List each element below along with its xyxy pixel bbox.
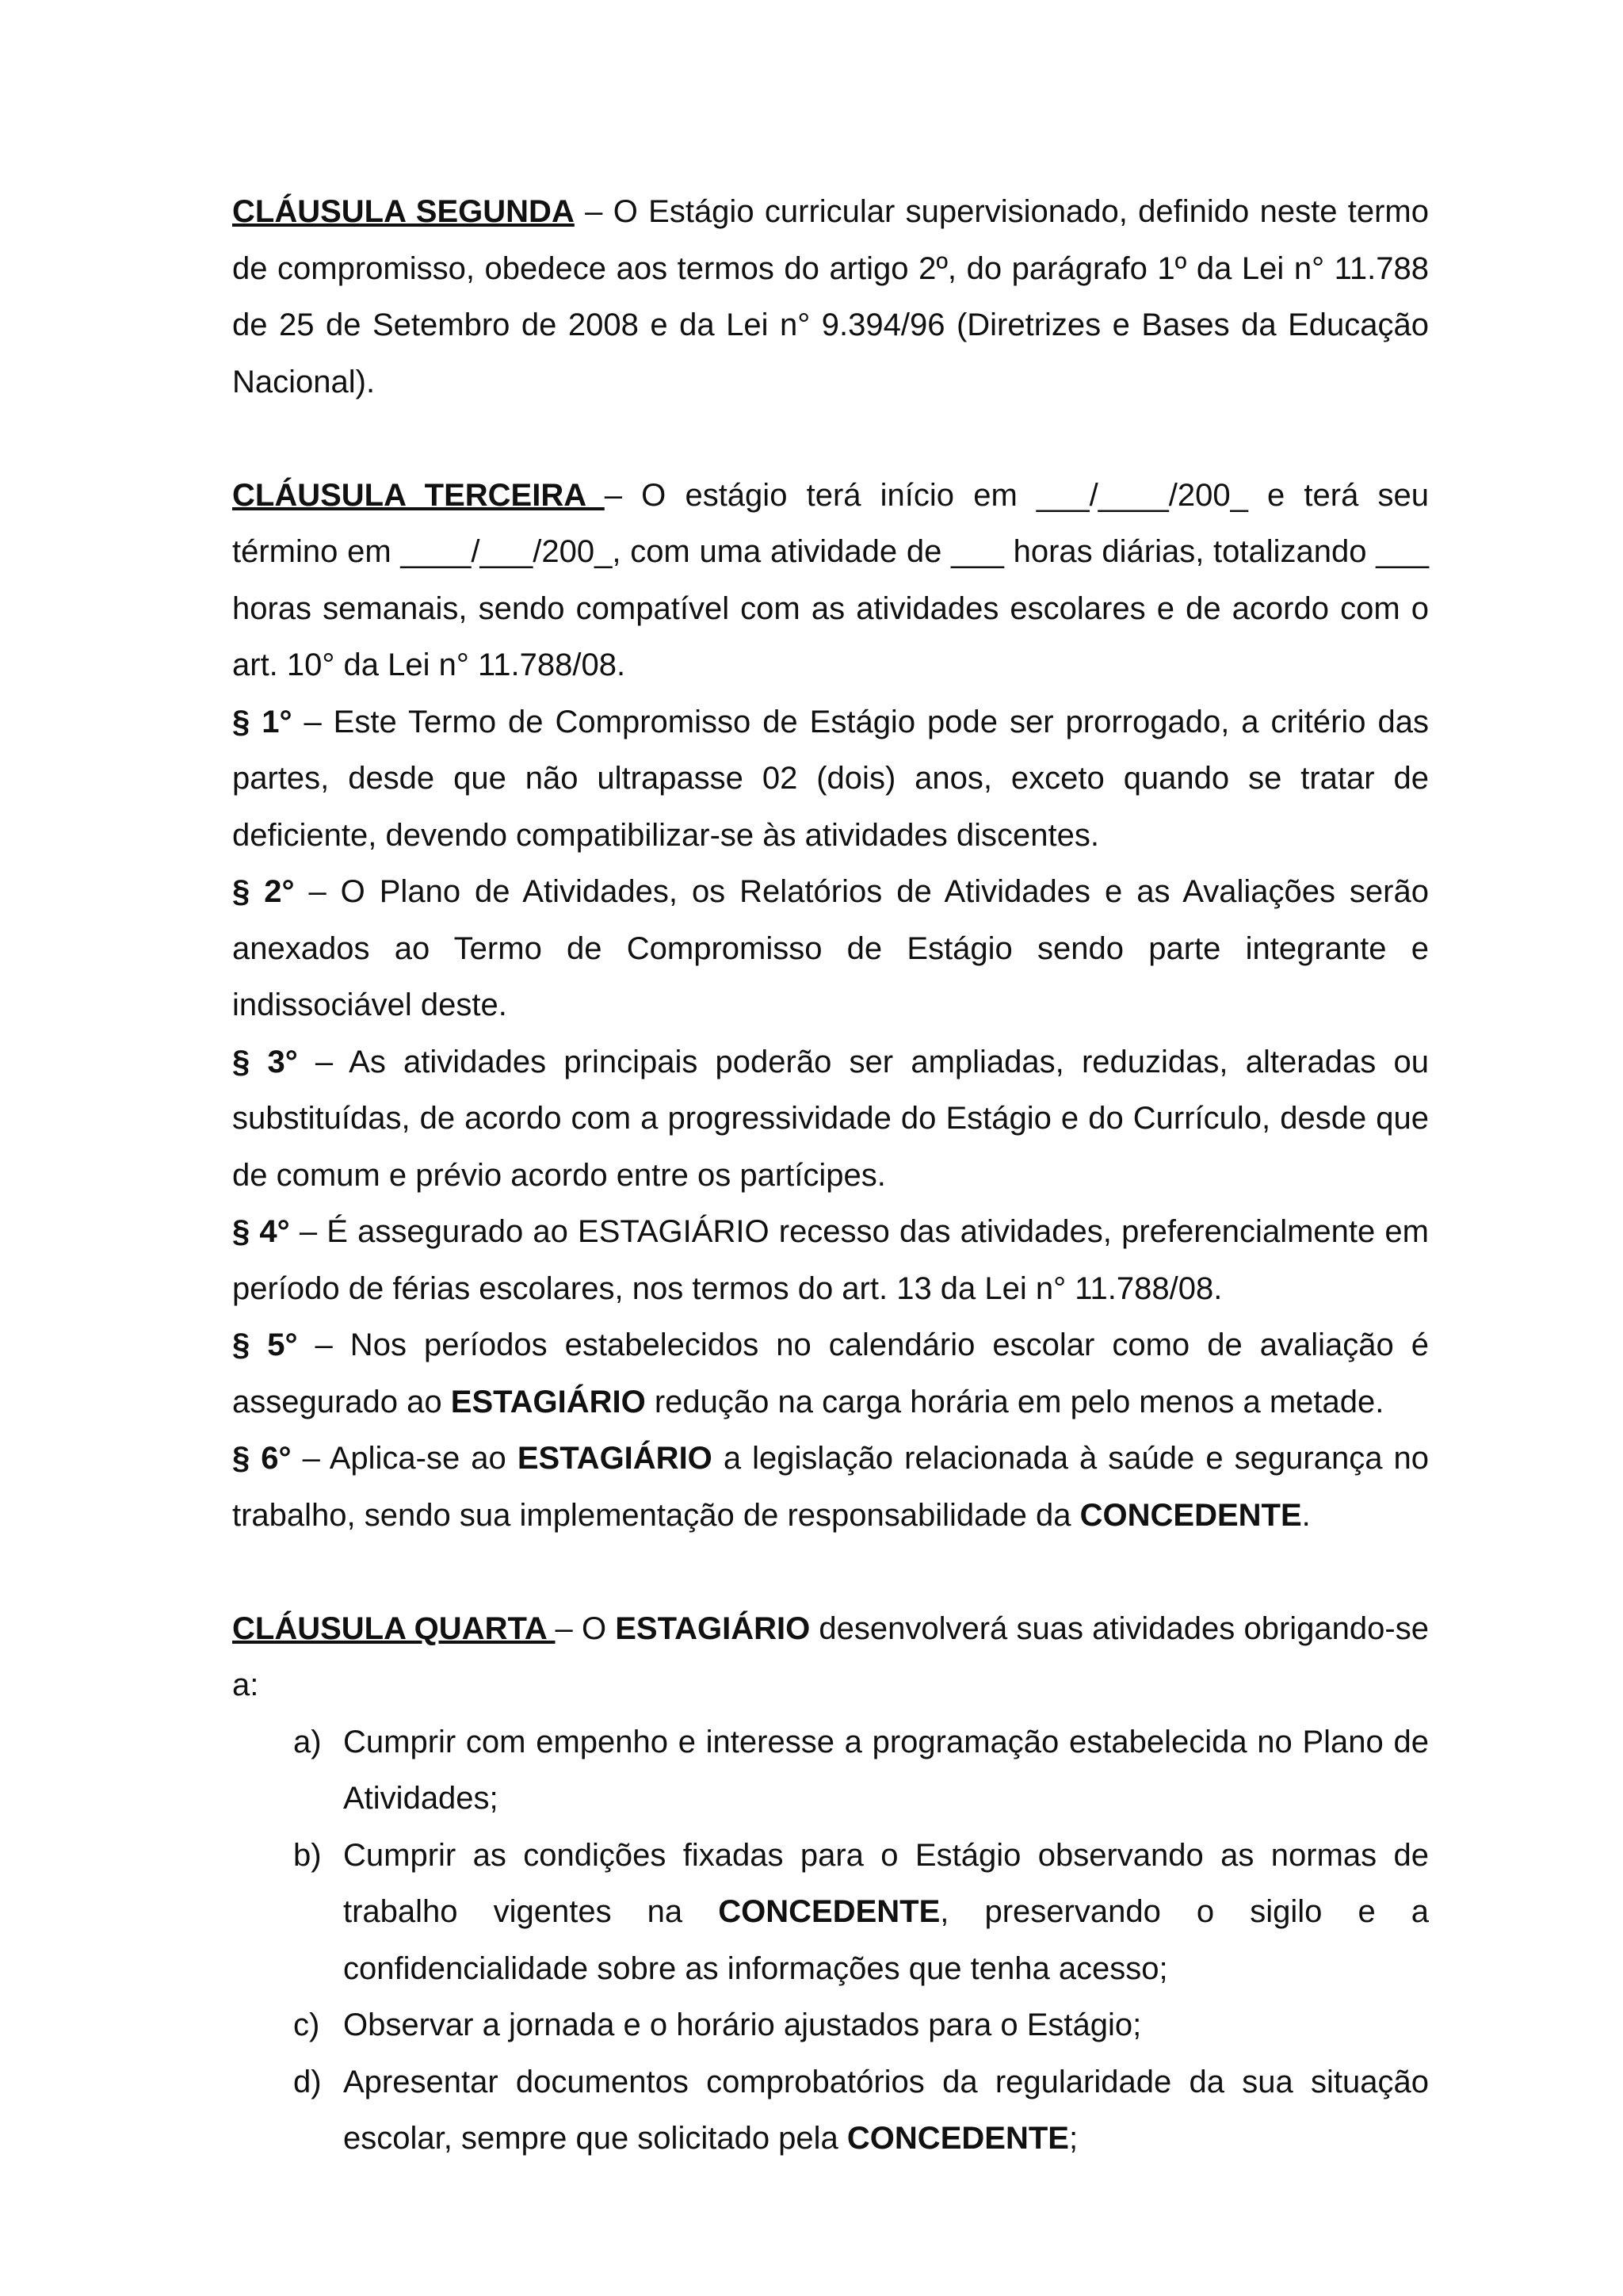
list-item-b xyxy=(232,1828,1429,1998)
clausula-terceira xyxy=(232,468,1429,694)
paragraph-6 xyxy=(232,1431,1429,1544)
list-item-text-part: ; xyxy=(1068,2121,1079,2156)
list-item-c xyxy=(232,1997,1429,2054)
list-item-text-part: Apresentar documentos comprobatórios da regularidade da sua situação escolar, sempre que solicitado pela xyxy=(343,2064,1429,2156)
list-item-text xyxy=(343,2054,1429,2168)
clausula-segunda-heading: CLÁUSULA SEGUNDA xyxy=(232,194,575,229)
list-marker: c) xyxy=(293,2008,320,2042)
list-item-text: Observar a jornada e o horário ajustados para o Estágio; xyxy=(343,2008,1142,2042)
paragraph-text: – Este Termo de Compromisso de Estágio pode ser prorrogado, a critério das partes, desde que não ultrapasse 02 (dois) anos, exceto quando se tratar de deficiente, devendo compatibilizar-se às atividades discentes. xyxy=(232,704,1429,853)
paragraph-mark: § 4° xyxy=(232,1214,290,1249)
paragraph-text: redução na carga horária em pelo menos a metade. xyxy=(645,1384,1384,1419)
clausula-quarta-text: desenvolverá suas atividades obrigando-se a: xyxy=(232,1610,1429,1702)
paragraph-mark: § 3° xyxy=(232,1044,298,1079)
clausula-terceira-text: – O estágio terá início em ___/____/200_ e terá seu término em ____/___/200_, com uma atividade de ___ horas diárias, totalizando ___ horas semanais, sendo compatível com as atividades escolares e de acordo com o art. 10° da Lei n° 11.788/08. xyxy=(232,477,1429,682)
paragraph-mark: § 6° xyxy=(232,1441,292,1476)
paragraph-4 xyxy=(232,1204,1429,1317)
concedente-term: CONCEDENTE xyxy=(1079,1497,1302,1533)
paragraph-2 xyxy=(232,864,1429,1034)
list-item-d xyxy=(232,2054,1429,2168)
list-item-a xyxy=(232,1714,1429,1828)
list-item-text xyxy=(343,1828,1429,1998)
clausula-segunda xyxy=(232,184,1429,411)
paragraph-3 xyxy=(232,1034,1429,1205)
paragraph-text: – As atividades principais poderão ser ampliadas, reduzidas, alteradas ou substituídas, de acordo com a progressividade do Estágio e do Currículo, desde que de comum e prévio acordo entre os partícipes. xyxy=(232,1044,1429,1193)
clausula-segunda-text: – O Estágio curricular supervisionado, definido neste termo de compromisso, obedece aos termos do artigo 2º, do parágrafo 1º da Lei n° 11.788 de 25 de Setembro de 2008 e da Lei n° 9.394/96 (Diretrizes e Bases da Educação Nacional). xyxy=(232,194,1430,399)
estagiario-term: ESTAGIÁRIO xyxy=(615,1610,811,1646)
estagiario-term: ESTAGIÁRIO xyxy=(450,1384,646,1419)
estagiario-term: ESTAGIÁRIO xyxy=(517,1441,712,1476)
clausula-quarta-heading: CLÁUSULA QUARTA xyxy=(232,1610,556,1646)
concedente-term: CONCEDENTE xyxy=(718,1894,941,1929)
spacer xyxy=(232,1544,1429,1601)
list-item-text-part: Cumprir as condições fixadas para o Estágio observando as normas de trabalho vigentes na xyxy=(343,1837,1429,1929)
obligations-list xyxy=(232,1714,1429,2168)
list-marker: a) xyxy=(293,1724,322,1759)
clausula-quarta-text: – O xyxy=(555,1610,616,1646)
paragraph-text: – Aplica-se ao xyxy=(291,1441,517,1476)
paragraph-text: – Nos períodos estabelecidos no calendário escolar como de avaliação é assegurado ao xyxy=(232,1328,1429,1419)
paragraph-text: – É assegurado ao ESTAGIÁRIO recesso das atividades, preferencialmente em período de férias escolares, nos termos do art. 13 da Lei n° 11.788/08. xyxy=(232,1214,1429,1306)
list-marker: d) xyxy=(293,2064,322,2099)
paragraph-mark: § 1° xyxy=(232,704,292,739)
spacer xyxy=(232,411,1429,468)
clausula-terceira-heading: CLÁUSULA TERCEIRA xyxy=(232,477,605,513)
paragraph-1 xyxy=(232,694,1429,865)
paragraph-mark: § 5° xyxy=(232,1328,298,1362)
concedente-term: CONCEDENTE xyxy=(846,2121,1069,2156)
paragraph-5 xyxy=(232,1317,1429,1431)
paragraph-text: . xyxy=(1301,1497,1311,1533)
clausula-quarta xyxy=(232,1601,1429,1714)
list-marker: b) xyxy=(293,1837,322,1873)
paragraph-text: a legislação relacionada à saúde e segurança no trabalho, sendo sua implementação de responsabilidade da xyxy=(232,1441,1430,1533)
paragraph-text: – O Plano de Atividades, os Relatórios de Atividades e as Avaliações serão anexados ao Termo de Compromisso de Estágio sendo parte integrante e indissociável deste. xyxy=(232,874,1429,1022)
paragraph-mark: § 2° xyxy=(232,874,295,909)
list-item-text-part: , preservando o sigilo e a confidencialidade sobre as informações que tenha acesso; xyxy=(343,1894,1429,1986)
list-item-text: Cumprir com empenho e interesse a programação estabelecida no Plano de Atividades; xyxy=(343,1724,1429,1816)
document-page xyxy=(232,184,1429,2168)
